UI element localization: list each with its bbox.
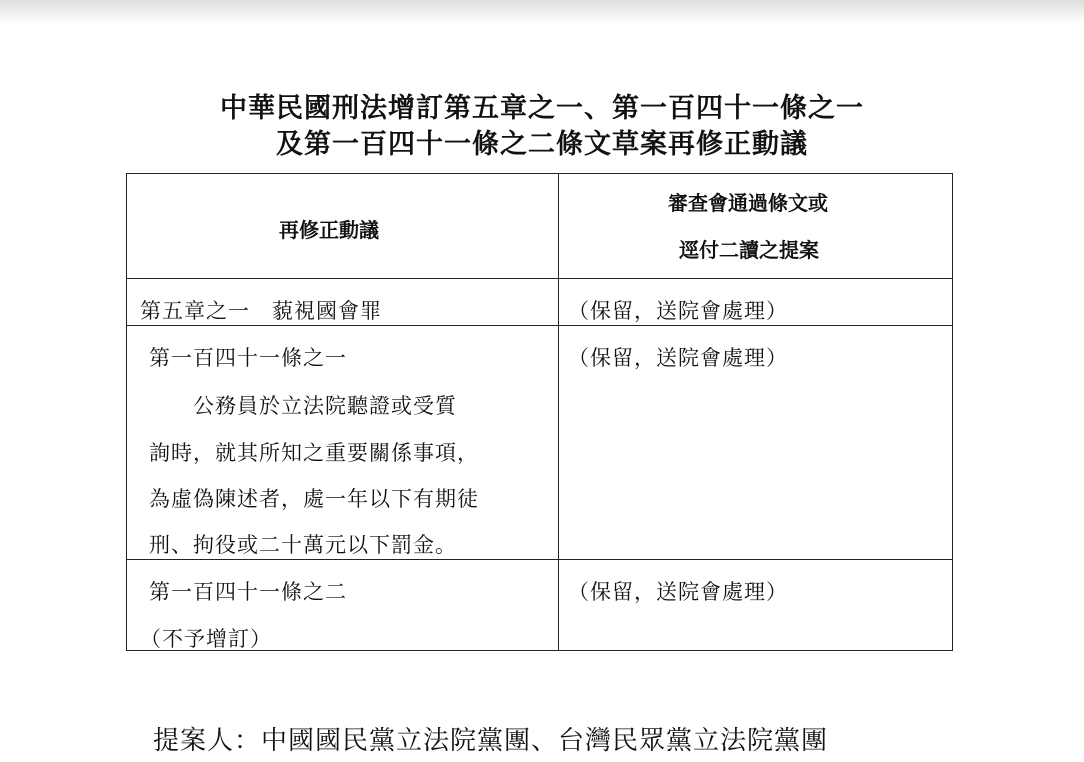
row2-left-line1: 公務員於立法院聽證或受質	[149, 394, 457, 418]
document-title-line1: 中華民國刑法增訂第五章之一、第一百四十一條之一	[220, 93, 864, 124]
row2-left-heading: 第一百四十一條之一	[149, 346, 347, 370]
row3-left-heading: 第一百四十一條之二	[149, 580, 347, 604]
row2-divider	[127, 559, 952, 560]
row2-right: （保留，送院會處理）	[568, 346, 788, 370]
amendment-table	[126, 173, 953, 651]
header-right-line2: 逕付二讀之提案	[679, 238, 819, 262]
row3-right: （保留，送院會處理）	[568, 580, 788, 604]
row1-divider	[127, 325, 952, 326]
row1-left: 第五章之一 藐視國會罪	[140, 299, 382, 323]
header-left: 再修正動議	[279, 218, 379, 242]
row3-left-note: （不予增訂）	[140, 627, 272, 651]
column-divider	[558, 174, 559, 650]
document-title-line2: 及第一百四十一條之二條文草案再修正動議	[276, 129, 808, 160]
header-divider	[127, 278, 952, 279]
row2-left-line2: 詢時，就其所知之重要關係事項，	[149, 441, 479, 465]
row2-left-line4: 刑、拘役或二十萬元以下罰金。	[149, 533, 457, 557]
row1-right: （保留，送院會處理）	[568, 299, 788, 323]
row2-left-line3: 為虛偽陳述者，處一年以下有期徒	[149, 487, 479, 511]
top-shadow	[0, 0, 1084, 24]
header-right-line1: 審查會通過條文或	[668, 191, 828, 215]
proposer-line: 提案人：中國國民黨立法院黨團、台灣民眾黨立法院黨團	[153, 726, 829, 756]
